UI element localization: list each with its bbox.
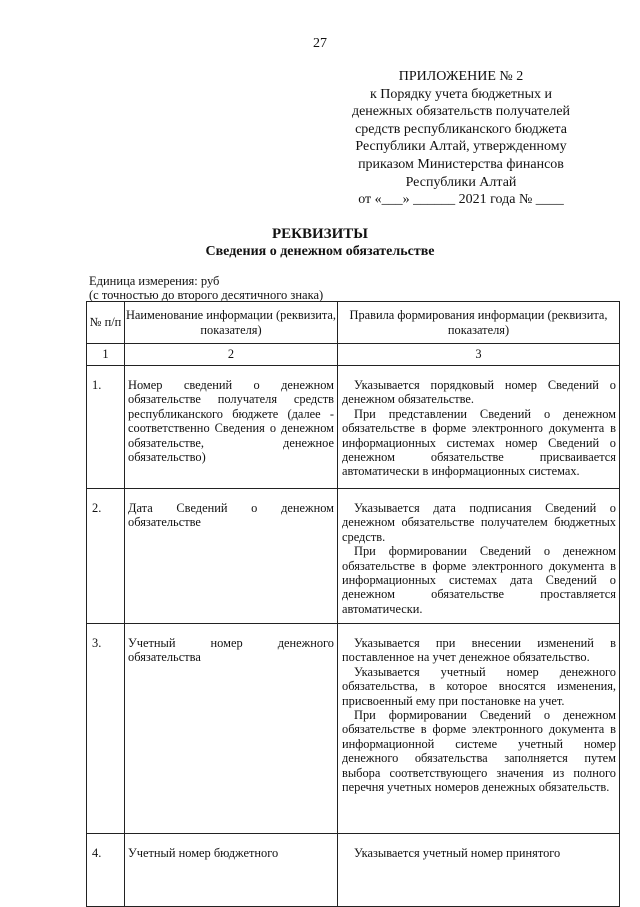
rule-paragraph: Указывается учетный номер денежного обязательства, в которое вносятся изменения, присвоенный ему при постановке на учет. xyxy=(342,664,616,708)
column-number: 2 xyxy=(125,344,338,366)
unit-line: Единица измерения: руб xyxy=(89,274,220,288)
table-header-row xyxy=(87,302,620,344)
table-row xyxy=(87,489,620,624)
unit-of-measure xyxy=(89,274,323,302)
header-rules: Правила формирования информации (реквизита, показателя) xyxy=(338,302,620,344)
row-rules xyxy=(338,366,620,489)
row-rules xyxy=(338,834,620,907)
header-name: Наименование информации (реквизита, показателя) xyxy=(125,302,338,344)
column-number: 3 xyxy=(338,344,620,366)
row-name: Учетный номер бюджетного xyxy=(125,834,338,907)
appendix-line: приказом Министерства финансов xyxy=(358,156,564,172)
row-number: 1. xyxy=(87,366,125,489)
row-rules xyxy=(338,489,620,624)
header-number: № п/п xyxy=(87,302,125,344)
appendix-line: денежных обязательств получателей xyxy=(351,104,571,120)
row-rules xyxy=(338,624,620,834)
appendix-line: от «___» ______ 2021 года № ____ xyxy=(358,192,564,208)
appendix-line: Республики Алтай, утвержденному xyxy=(355,139,567,155)
rule-paragraph: При формировании Сведений о денежном обязательстве в форме электронного документа в информационной системе учетный номер денежного обязательства заполняется путем выбора соответствующего значения из полного перечня учетных номеров денежных обязательств. xyxy=(342,708,616,795)
appendix-line: ПРИЛОЖЕНИЕ № 2 xyxy=(398,69,524,84)
row-number: 4. xyxy=(87,834,125,907)
appendix-line: средств республиканского бюджета xyxy=(355,121,567,137)
table-row xyxy=(87,366,620,489)
rule-paragraph: Указывается порядковый номер Сведений о денежном обязательстве. xyxy=(342,378,616,407)
row-number: 3. xyxy=(87,624,125,834)
column-number: 1 xyxy=(87,344,125,366)
page-number: 27 xyxy=(313,36,327,51)
column-number-row xyxy=(87,344,620,366)
table-row xyxy=(87,624,620,834)
requisites-table xyxy=(86,301,620,907)
appendix-line: к Порядку учета бюджетных и xyxy=(369,86,553,102)
rule-paragraph: Указывается при внесении изменений в поставленное на учет денежное обязательство. xyxy=(342,636,616,665)
appendix-line: Республики Алтай xyxy=(405,174,517,190)
appendix-header xyxy=(330,68,592,209)
row-name: Дата Сведений о денежном обязательстве xyxy=(125,489,338,624)
rule-paragraph: При представлении Сведений о денежном обязательстве в форме электронного документа в информационных системах номер Сведений о денежном обязательстве присваивается автоматически в информационных системах. xyxy=(342,406,616,479)
row-name: Учетный номер денежного обязательства xyxy=(125,624,338,834)
rule-paragraph: Указывается дата подписания Сведений о денежном обязательстве получателем бюджетных средств. xyxy=(342,501,616,544)
row-number: 2. xyxy=(87,489,125,624)
row-name: Номер сведений о денежном обязательстве получателя средств республиканского бюджете (далее - соответственно Сведения о денежном обязательстве, денежное обязательство) xyxy=(125,366,338,489)
rule-paragraph: Указывается учетный номер принятого xyxy=(354,846,561,860)
document-title: РЕКВИЗИТЫ xyxy=(271,226,369,242)
document-subtitle: Сведения о денежном обязательстве xyxy=(205,244,435,259)
unit-precision-line: (с точностью до второго десятичного знака) xyxy=(89,288,324,302)
rule-paragraph: При формировании Сведений о денежном обязательстве в форме электронного документа в информационных системах дата Сведений о денежном обязательстве проставляется автоматически. xyxy=(342,544,616,616)
table-row xyxy=(87,834,620,907)
